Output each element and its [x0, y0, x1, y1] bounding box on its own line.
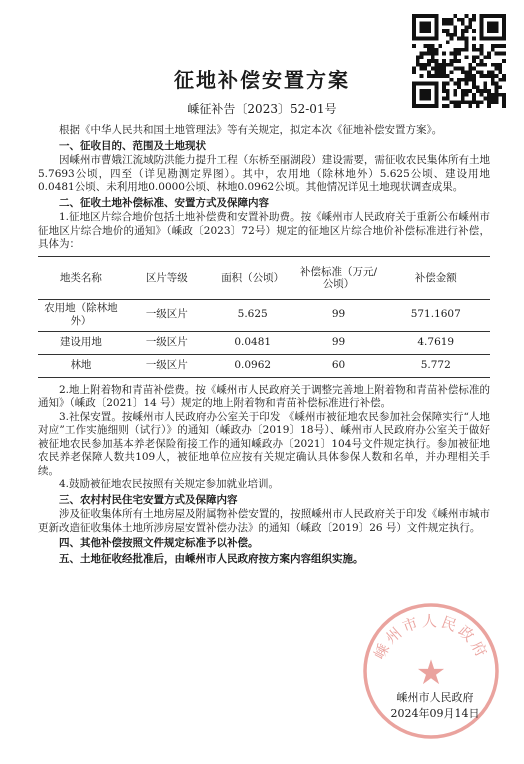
section-3-heading: 三、农村村民住宅安置方式及保障内容	[59, 493, 238, 506]
table-cell: 99	[296, 299, 382, 331]
column-header: 区片等级	[124, 256, 210, 299]
document-number: 嵊征补告〔2023〕52-01号	[187, 102, 337, 116]
table-cell: 0.0962	[210, 354, 296, 377]
section-2-item-2: 2.地上附着物和青苗补偿费。按《嵊州市人民政府关于调整完善地上附着物和青苗补偿标准的通知》（嵊政〔2021〕14 号）规定的地上附着物和青苗补偿标准进行补偿。	[38, 383, 490, 409]
document-body	[38, 124, 490, 567]
page-title: 征地补偿安置方案	[174, 68, 350, 92]
section-2-heading: 二、征收土地补偿标准、安置方式及保障内容	[59, 196, 269, 209]
issuer-name: 嵊州市人民政府	[396, 691, 474, 704]
table-cell: 一级区片	[124, 354, 210, 377]
table-row	[38, 354, 490, 377]
column-header: 地类名称	[38, 256, 124, 299]
table-cell: 建设用地	[38, 331, 124, 354]
section-1-heading: 一、征收目的、范围及土地现状	[59, 139, 206, 152]
signature-block	[370, 690, 500, 722]
seal-text: 嵊州市人民政府	[370, 612, 492, 663]
table-cell: 5.625	[210, 299, 296, 331]
seal-star-icon: ★	[415, 653, 447, 693]
table-cell: 农用地（除林地外）	[38, 299, 124, 331]
section-1-body: 因嵊州市曹娥江流域防洪能力提升工程（东桥至丽湖段）建设需要，需征收农民集体所有土地5.7693公顷，四至（详见勘测定界图）。其中，农用地（除林地外）5.625公顷、建设用地0.0481公顷、未利用地0.0000公顷、林地0.0962公顷。其他情况详见土地现状调查成果。	[38, 154, 490, 193]
table-cell: 99	[296, 331, 382, 354]
table-cell: 5.772	[382, 354, 491, 377]
table-header-row	[38, 256, 490, 299]
table-cell: 一级区片	[124, 331, 210, 354]
compensation-table	[38, 256, 490, 378]
table-cell: 60	[296, 354, 382, 377]
table-row	[38, 299, 490, 331]
section-4-heading: 四、其他补偿按照文件规定标准予以补偿。	[59, 537, 259, 549]
qr-code-icon	[412, 14, 506, 108]
column-header: 补偿金额	[382, 256, 491, 299]
section-5-heading: 五、土地征收经批准后，由嵊州市人民政府按方案内容组织实施。	[59, 552, 364, 565]
section-3-body: 涉及征收集体所有土地房屋及附属物补偿安置的，按照嵊州市人民政府关于印发《嵊州市城市更新改造征收集体土地所涉房屋安置补偿办法》的通知（嵊政〔2019〕26 号）文件规定执行。	[38, 508, 490, 534]
column-header: 补偿标准（万元/公顷）	[296, 256, 382, 299]
table-cell: 一级区片	[124, 299, 210, 331]
table-row	[38, 331, 490, 354]
section-2-item-4: 4.鼓励被征地农民按照有关规定参加就业培训。	[59, 478, 280, 490]
intro-paragraph: 根据《中华人民共和国土地管理法》等有关规定，拟定本次《征地补偿安置方案》。	[59, 124, 443, 136]
issue-date: 2024年09月14日	[390, 707, 480, 720]
table-cell: 0.0481	[210, 331, 296, 354]
table-cell: 林地	[38, 354, 124, 377]
section-2-item-1: 1.征地区片综合地价包括土地补偿费和安置补助费。按《嵊州市人民政府关于重新公布嵊州市征地区片综合地价的通知》（嵊政〔2023〕72号）规定的征地区片综合地价补偿标准进行补偿，具体为：	[38, 211, 490, 250]
table-cell: 571.1607	[382, 299, 491, 331]
column-header: 面积（公顷）	[210, 256, 296, 299]
section-2-item-3: 3.社保安置。按嵊州市人民政府办公室关于印发 《嵊州市被征地农民参加社会保障实行“人地对应”工作实施细则（试行）》的通知（嵊政办〔2019〕18号）、嵊州市人民政府办公室关于做好 被征地农民参加基本养老保险衔接工作的通知嵊政办〔2021〕104号文件规定执行。参加被征地农民养老保障人数共109人，被征地单位应按有关规定确认具体参保人数和名单，并办理相关手续。	[38, 410, 490, 477]
table-cell: 4.7619	[382, 331, 491, 354]
official-seal	[356, 596, 506, 746]
